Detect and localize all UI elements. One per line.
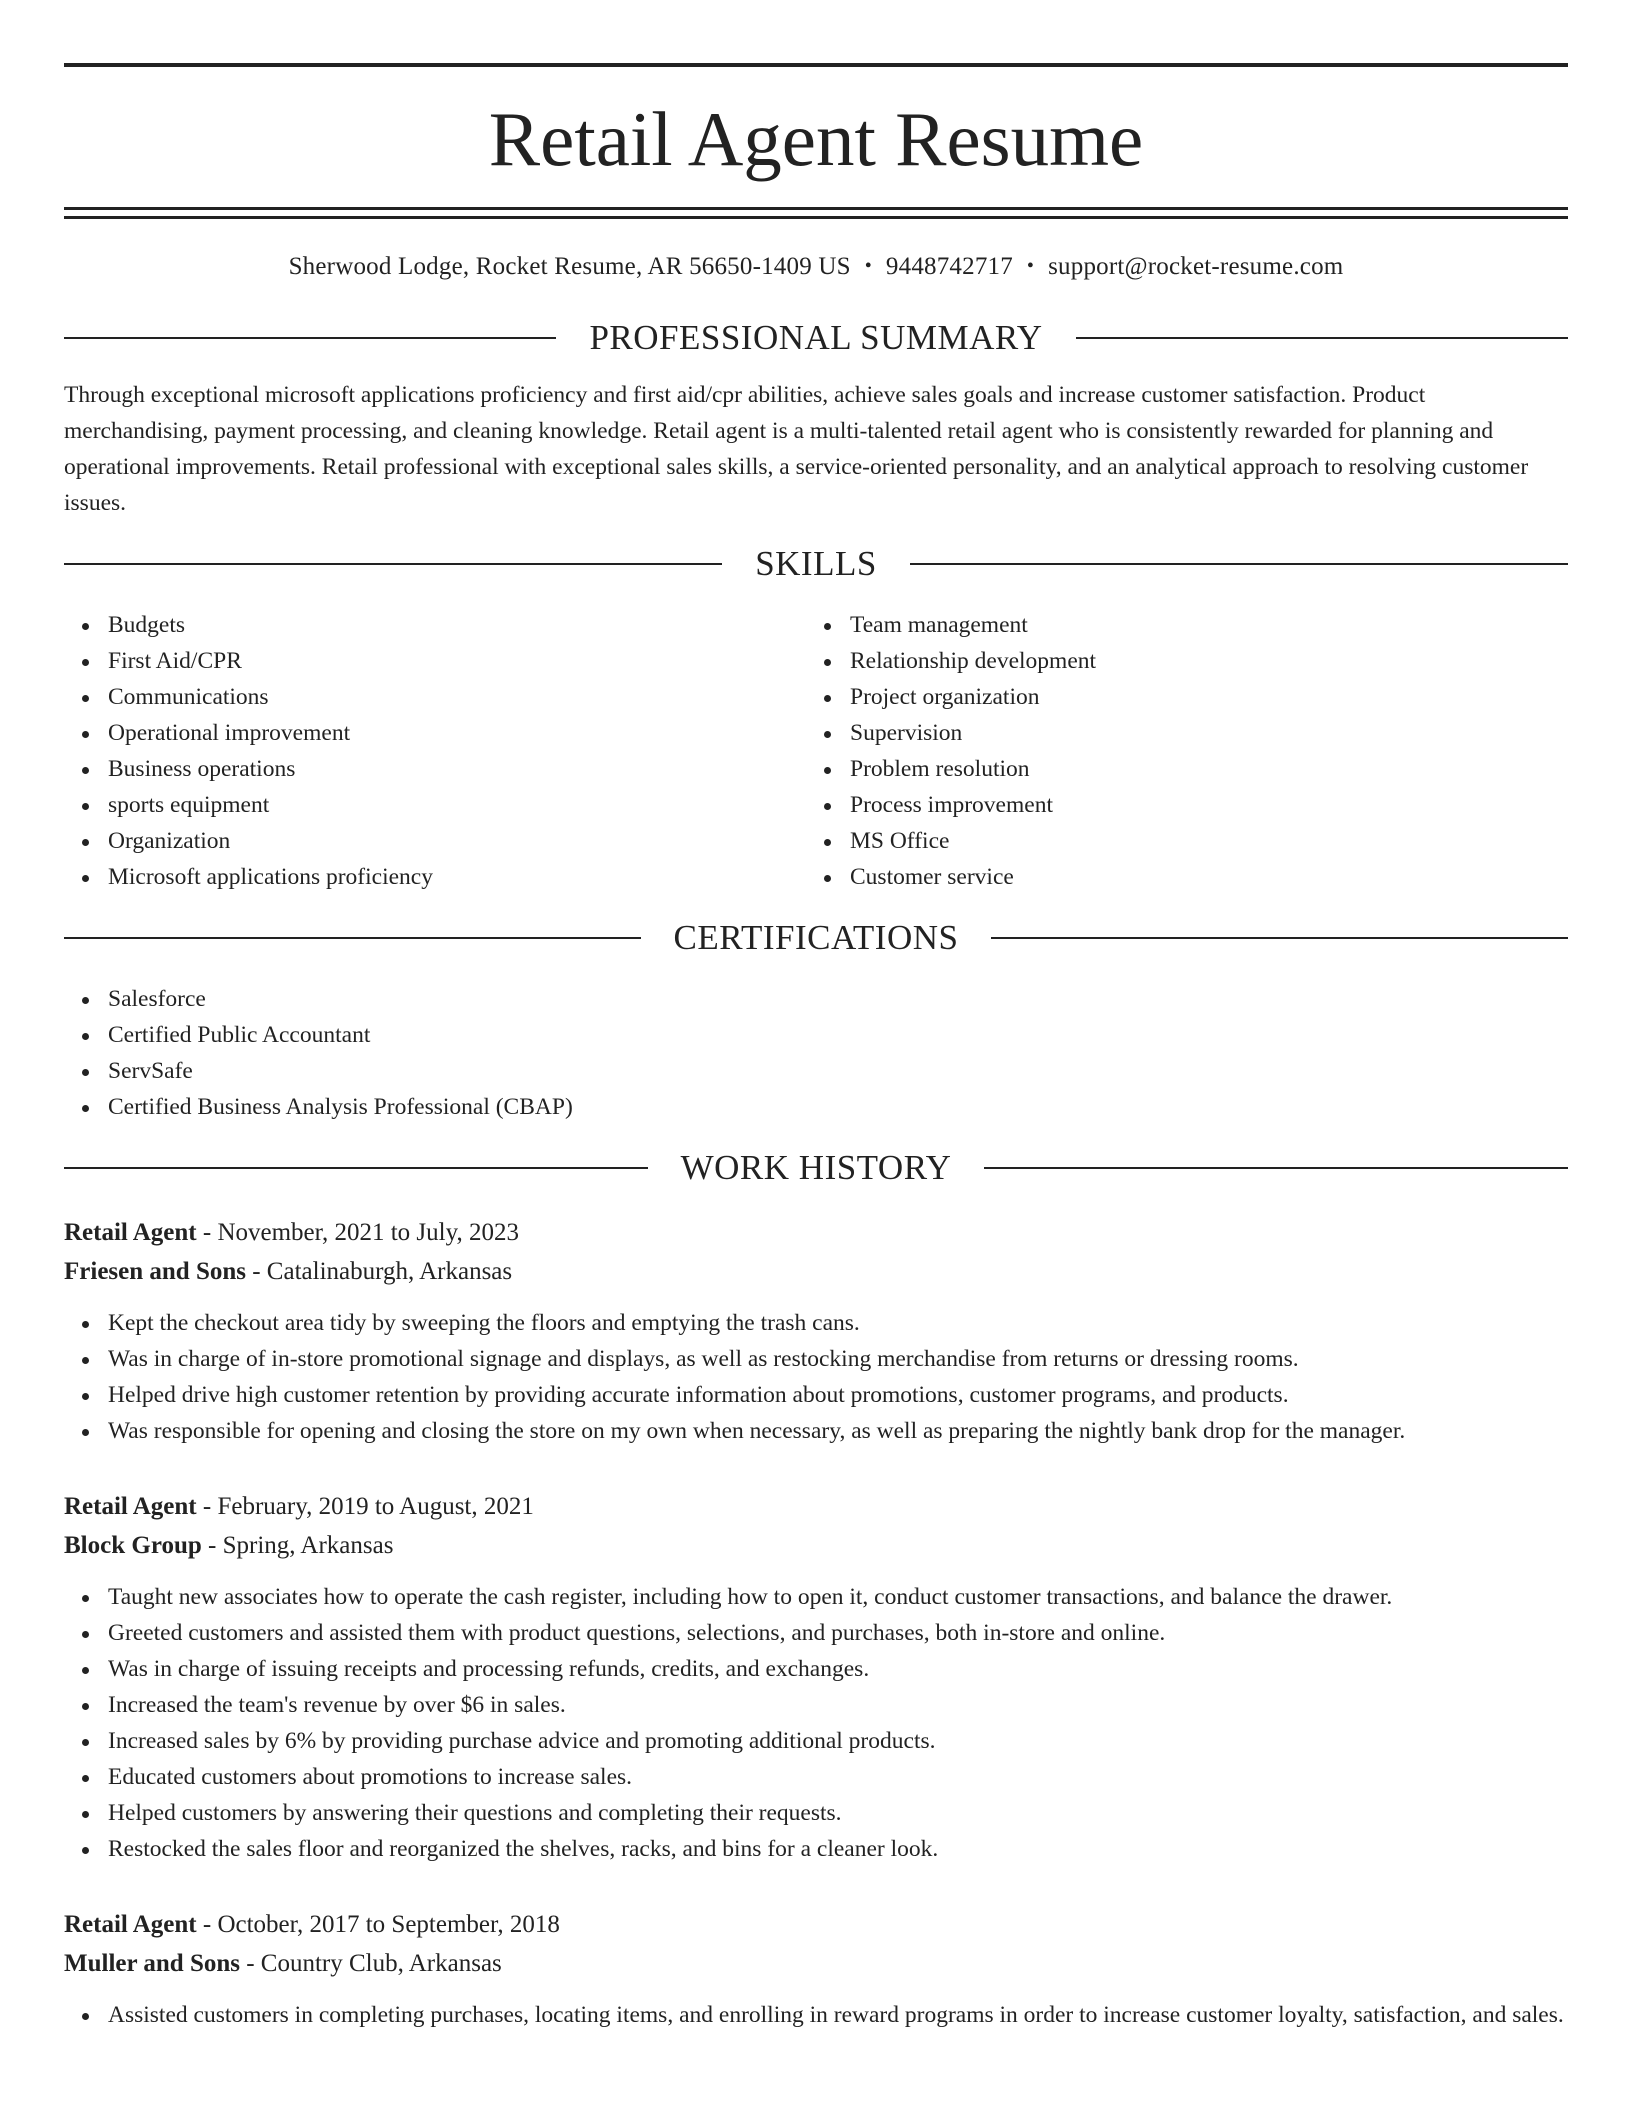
summary-text: Through exceptional microsoft applications proficiency and first aid/cpr abilities, achieve sales goals and increase customer satisfaction. Product merchandising, payment processing, and cleaning knowledge. Retail agent is a multi-talented retail agent who is consistently rewarded for planning and operational improvements. Retail professional with exceptional sales skills, a service-oriented personality, and an analytical approach to resolving customer issues. — [64, 382, 1529, 516]
job-dates: - November, 2021 to July, 2023 — [196, 1219, 519, 1246]
list-item: Increased the team's revenue by over $6 in sales. — [108, 1687, 1568, 1723]
job-role: Retail Agent — [64, 1493, 197, 1520]
list-item: Business operations — [108, 751, 806, 787]
skills-heading-label: SKILLS — [755, 544, 877, 583]
skills-column-left — [64, 607, 806, 895]
list-item: Assisted customers in completing purchases, locating items, and enrolling in reward programs in order to increase customer loyalty, satisfaction, and sales. — [108, 1997, 1568, 2033]
heading-rule-right — [910, 563, 1568, 565]
job-bullets — [64, 1305, 1568, 1449]
list-item: Educated customers about promotions to increase sales. — [108, 1759, 1568, 1795]
contact-line — [64, 253, 1568, 281]
list-item: Salesforce — [108, 981, 1568, 1017]
skills-heading — [64, 543, 1568, 585]
work-heading — [64, 1147, 1568, 1189]
heading-rule-right — [991, 937, 1568, 939]
job-entry — [64, 1487, 1568, 1867]
list-item: Restocked the sales floor and reorganized the shelves, racks, and bins for a cleaner look. — [108, 1831, 1568, 1867]
job-company: Muller and Sons — [64, 1950, 240, 1977]
contact-address: Sherwood Lodge, Rocket Resume, AR 56650-1409 US — [288, 253, 851, 280]
list-item: MS Office — [850, 823, 1548, 859]
list-item: Process improvement — [850, 787, 1548, 823]
skills-column-right — [806, 607, 1548, 895]
job-role: Retail Agent — [64, 1911, 197, 1938]
contact-separator: • — [864, 255, 872, 277]
list-item: Kept the checkout area tidy by sweeping the floors and emptying the trash cans. — [108, 1305, 1568, 1341]
list-item: Was in charge of issuing receipts and processing refunds, credits, and exchanges. — [108, 1651, 1568, 1687]
job-bullets — [64, 1579, 1568, 1867]
job-dates: - February, 2019 to August, 2021 — [196, 1493, 534, 1520]
job-company-line — [64, 1526, 1568, 1565]
list-item: Certified Public Accountant — [108, 1017, 1568, 1053]
list-item: Certified Business Analysis Professional (CBAP) — [108, 1089, 1568, 1125]
job-title-line — [64, 1213, 1568, 1252]
list-item: Budgets — [108, 607, 806, 643]
list-item: Helped drive high customer retention by providing accurate information about promotions, customer programs, and products. — [108, 1377, 1568, 1413]
heading-rule-right — [1076, 337, 1568, 339]
skills-columns — [64, 607, 1568, 895]
work-history-list — [64, 1213, 1568, 2033]
list-item: Helped customers by answering their questions and completing their requests. — [108, 1795, 1568, 1831]
job-entry — [64, 1213, 1568, 1449]
certifications-block — [64, 981, 1568, 1125]
job-location: - Spring, Arkansas — [201, 1532, 394, 1559]
contact-phone: 9448742717 — [885, 253, 1013, 280]
list-item: Communications — [108, 679, 806, 715]
job-entry — [64, 1905, 1568, 2033]
page-title: Retail Agent Resume — [488, 96, 1144, 182]
skills-list-right — [806, 607, 1548, 895]
list-item: Was responsible for opening and closing the store on my own when necessary, as well as preparing the nightly bank drop for the manager. — [108, 1413, 1568, 1449]
summary-heading — [64, 317, 1568, 359]
job-company-line — [64, 1944, 1568, 1983]
heading-rule-left — [64, 937, 641, 939]
list-item: Microsoft applications proficiency — [108, 859, 806, 895]
list-item: Relationship development — [850, 643, 1548, 679]
list-item: Organization — [108, 823, 806, 859]
heading-rule-left — [64, 1167, 648, 1169]
contact-email: support@rocket-resume.com — [1048, 253, 1344, 280]
top-rule — [64, 63, 1568, 67]
list-item: Team management — [850, 607, 1548, 643]
list-item: Was in charge of in-store promotional signage and displays, as well as restocking merchandise from returns or dressing rooms. — [108, 1341, 1568, 1377]
title-double-rule — [64, 207, 1568, 219]
job-title-line — [64, 1905, 1568, 1944]
certifications-heading — [64, 917, 1568, 959]
job-dates: - October, 2017 to September, 2018 — [196, 1911, 560, 1938]
list-item: Problem resolution — [850, 751, 1548, 787]
summary-heading-label: PROFESSIONAL SUMMARY — [589, 318, 1043, 357]
certifications-heading-label: CERTIFICATIONS — [673, 918, 959, 957]
job-role: Retail Agent — [64, 1219, 197, 1246]
work-heading-label: WORK HISTORY — [680, 1148, 952, 1187]
heading-rule-left — [64, 563, 722, 565]
list-item: ServSafe — [108, 1053, 1568, 1089]
job-company-line — [64, 1252, 1568, 1291]
list-item: Customer service — [850, 859, 1548, 895]
certifications-list — [64, 981, 1568, 1125]
job-location: - Country Club, Arkansas — [239, 1950, 502, 1977]
job-location: - Catalinaburgh, Arkansas — [245, 1258, 513, 1285]
contact-separator: • — [1026, 255, 1035, 277]
job-company: Friesen and Sons — [64, 1258, 246, 1285]
heading-rule-right — [984, 1167, 1568, 1169]
list-item: Increased sales by 6% by providing purchase advice and promoting additional products. — [108, 1723, 1568, 1759]
list-item: Supervision — [850, 715, 1548, 751]
list-item: Operational improvement — [108, 715, 806, 751]
list-item: Greeted customers and assisted them with product questions, selections, and purchases, both in-store and online. — [108, 1615, 1568, 1651]
skills-list-left — [64, 607, 806, 895]
job-title-line — [64, 1487, 1568, 1526]
heading-rule-left — [64, 337, 556, 339]
job-company: Block Group — [64, 1532, 202, 1559]
list-item: First Aid/CPR — [108, 643, 806, 679]
list-item: sports equipment — [108, 787, 806, 823]
job-bullets — [64, 1997, 1568, 2033]
list-item: Project organization — [850, 679, 1548, 715]
list-item: Taught new associates how to operate the cash register, including how to open it, conduct customer transactions, and balance the drawer. — [108, 1579, 1568, 1615]
